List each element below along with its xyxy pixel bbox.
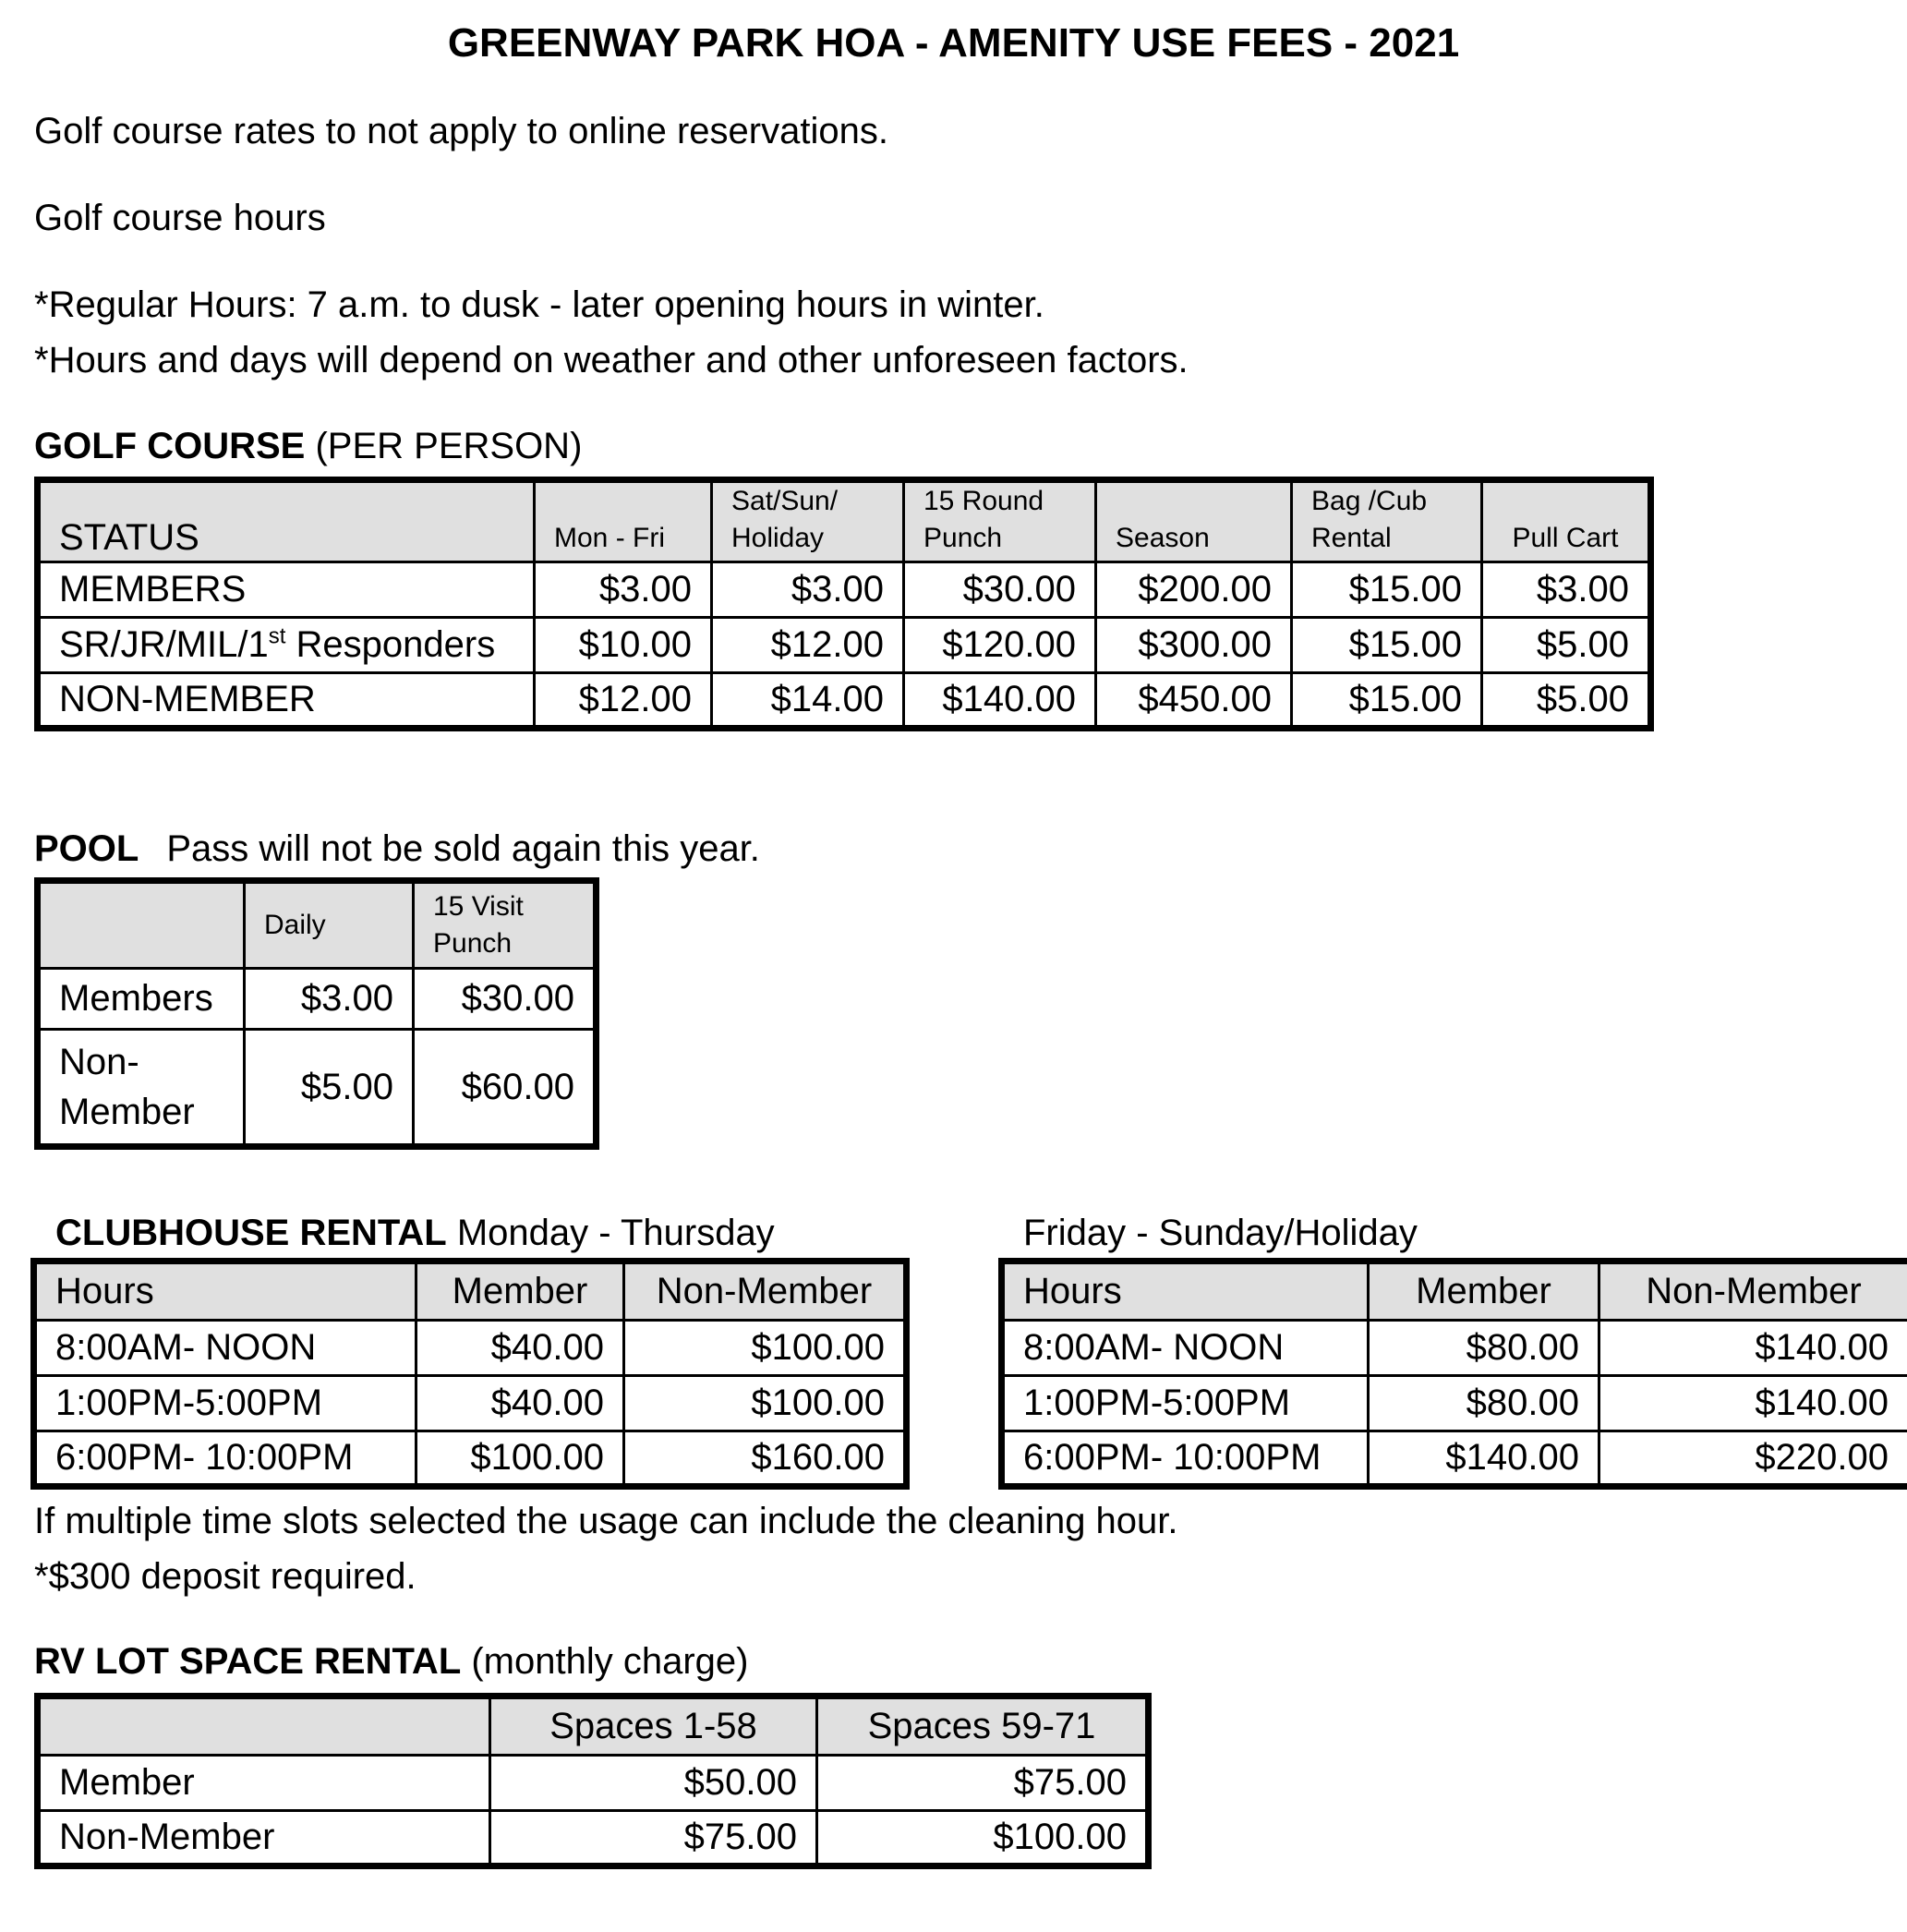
table-cell: $14.00: [712, 673, 904, 729]
table-cell: $200.00: [1096, 562, 1292, 618]
pool-row-label: Members: [38, 969, 245, 1030]
table-cell: $80.00: [1369, 1321, 1599, 1376]
table-row: [38, 562, 1651, 618]
rv-col-spaces-1-58: Spaces 1-58: [490, 1697, 817, 1756]
clubhouse-section-heading: [55, 1210, 775, 1256]
table-cell: 6:00PM- 10:00PM: [34, 1431, 416, 1487]
golf-col-bag: Bag /Cub Rental: [1292, 480, 1482, 562]
pool-header-row: [38, 881, 597, 969]
col-hours: Hours: [34, 1262, 416, 1321]
pool-row-label: Non- Member: [38, 1030, 245, 1147]
golf-col-punch: 15 Round Punch: [904, 480, 1096, 562]
table-row: [1002, 1321, 1907, 1376]
table-cell: $220.00: [1599, 1431, 1907, 1487]
cleaning-hour-note: If multiple time slots selected the usage can include the cleaning hour.: [34, 1501, 1178, 1541]
clubhouse-weekend-header-row: [1002, 1262, 1907, 1321]
clubhouse-weekday-table: [30, 1258, 910, 1490]
table-cell: $140.00: [1369, 1431, 1599, 1487]
golf-status-cell: NON-MEMBER: [38, 673, 535, 729]
table-row: [38, 969, 597, 1030]
table-cell: 6:00PM- 10:00PM: [1002, 1431, 1369, 1487]
golf-heading-rest: (PER PERSON): [305, 426, 583, 466]
col-hours: Hours: [1002, 1262, 1369, 1321]
golf-col-satsun: Sat/Sun/ Holiday: [712, 480, 904, 562]
table-cell: $3.00: [1482, 562, 1651, 618]
pool-heading-rest: Pass will not be sold again this year.: [166, 828, 760, 869]
col-member: Member: [1369, 1262, 1599, 1321]
golf-heading-bold: GOLF COURSE: [34, 426, 306, 466]
table-cell: $75.00: [490, 1811, 817, 1866]
table-cell: 8:00AM- NOON: [1002, 1321, 1369, 1376]
regular-hours-note: *Regular Hours: 7 a.m. to dusk - later opening hours in winter.: [34, 284, 1044, 325]
table-cell: $5.00: [1482, 618, 1651, 673]
table-row: [1002, 1376, 1907, 1431]
rv-heading-bold: RV LOT SPACE RENTAL: [34, 1641, 462, 1682]
rv-heading-rest: (monthly charge): [461, 1641, 749, 1682]
table-cell: $100.00: [416, 1431, 624, 1487]
table-cell: $40.00: [416, 1321, 624, 1376]
table-cell: $3.00: [245, 969, 414, 1030]
table-row: [34, 1431, 907, 1487]
pool-fee-table: [34, 877, 599, 1150]
table-cell: $30.00: [414, 969, 597, 1030]
golf-status-cell: SR/JR/MIL/1st Responders: [38, 618, 535, 673]
rv-col-spaces-59-71: Spaces 59-71: [817, 1697, 1149, 1756]
table-cell: $12.00: [712, 618, 904, 673]
table-row: [34, 1321, 907, 1376]
clubhouse-heading-rest: Monday - Thursday: [446, 1213, 775, 1253]
table-cell: $12.00: [535, 673, 712, 729]
table-cell: $3.00: [535, 562, 712, 618]
golf-col-cart: Pull Cart: [1482, 480, 1651, 562]
table-cell: $100.00: [624, 1376, 907, 1431]
col-nonmember: Non-Member: [624, 1262, 907, 1321]
table-row: [38, 618, 1651, 673]
table-cell: $5.00: [1482, 673, 1651, 729]
table-cell: $450.00: [1096, 673, 1292, 729]
weather-note: *Hours and days will depend on weather and other unforeseen factors.: [34, 340, 1189, 380]
table-cell: $120.00: [904, 618, 1096, 673]
table-cell: $75.00: [817, 1756, 1149, 1811]
rv-section-heading: [34, 1638, 748, 1684]
deposit-note: *$300 deposit required.: [34, 1556, 416, 1597]
table-cell: $5.00: [245, 1030, 414, 1147]
table-cell: $15.00: [1292, 618, 1482, 673]
table-row: [38, 1756, 1149, 1811]
rv-fee-table: [34, 1693, 1152, 1869]
golf-hours-label: Golf course hours: [34, 198, 326, 238]
table-cell: $30.00: [904, 562, 1096, 618]
table-row: [38, 673, 1651, 729]
pool-col-blank: [38, 881, 245, 969]
pool-col-daily: Daily: [245, 881, 414, 969]
table-cell: $50.00: [490, 1756, 817, 1811]
table-row: [34, 1376, 907, 1431]
clubhouse-weekend-heading: Friday - Sunday/Holiday: [1023, 1213, 1418, 1253]
table-cell: $40.00: [416, 1376, 624, 1431]
table-cell: $60.00: [414, 1030, 597, 1147]
rv-header-row: [38, 1697, 1149, 1756]
clubhouse-weekend-table: [998, 1258, 1907, 1490]
golf-section-heading: [34, 423, 582, 469]
golf-col-season: Season: [1096, 480, 1292, 562]
col-nonmember: Non-Member: [1599, 1262, 1907, 1321]
golf-status-cell: MEMBERS: [38, 562, 535, 618]
rv-col-blank: [38, 1697, 490, 1756]
table-cell: 1:00PM-5:00PM: [34, 1376, 416, 1431]
pool-col-punch: 15 Visit Punch: [414, 881, 597, 969]
table-cell: $140.00: [1599, 1321, 1907, 1376]
table-row: [38, 1030, 597, 1147]
golf-col-monfri: Mon - Fri: [535, 480, 712, 562]
golf-header-row: [38, 480, 1651, 562]
table-cell: $3.00: [712, 562, 904, 618]
table-cell: $100.00: [624, 1321, 907, 1376]
golf-col-status: STATUS: [38, 480, 535, 562]
table-cell: $160.00: [624, 1431, 907, 1487]
pool-heading-bold: POOL: [34, 828, 139, 869]
table-cell: $300.00: [1096, 618, 1292, 673]
table-cell: $15.00: [1292, 673, 1482, 729]
table-cell: $10.00: [535, 618, 712, 673]
table-cell: $100.00: [817, 1811, 1149, 1866]
table-cell: $140.00: [904, 673, 1096, 729]
clubhouse-heading-bold: CLUBHOUSE RENTAL: [55, 1213, 447, 1253]
col-member: Member: [416, 1262, 624, 1321]
online-reservation-note: Golf course rates to not apply to online reservations.: [34, 111, 888, 151]
table-cell: 1:00PM-5:00PM: [1002, 1376, 1369, 1431]
golf-fee-table: [34, 477, 1654, 731]
rv-row-label: Non-Member: [38, 1811, 490, 1866]
table-cell: 8:00AM- NOON: [34, 1321, 416, 1376]
table-cell: $15.00: [1292, 562, 1482, 618]
clubhouse-weekday-header-row: [34, 1262, 907, 1321]
rv-row-label: Member: [38, 1756, 490, 1811]
table-row: [1002, 1431, 1907, 1487]
pool-section-heading: [34, 826, 760, 872]
table-cell: $140.00: [1599, 1376, 1907, 1431]
table-cell: $80.00: [1369, 1376, 1599, 1431]
page-title: GREENWAY PARK HOA - AMENITY USE FEES - 2021: [447, 20, 1460, 66]
table-row: [38, 1811, 1149, 1866]
